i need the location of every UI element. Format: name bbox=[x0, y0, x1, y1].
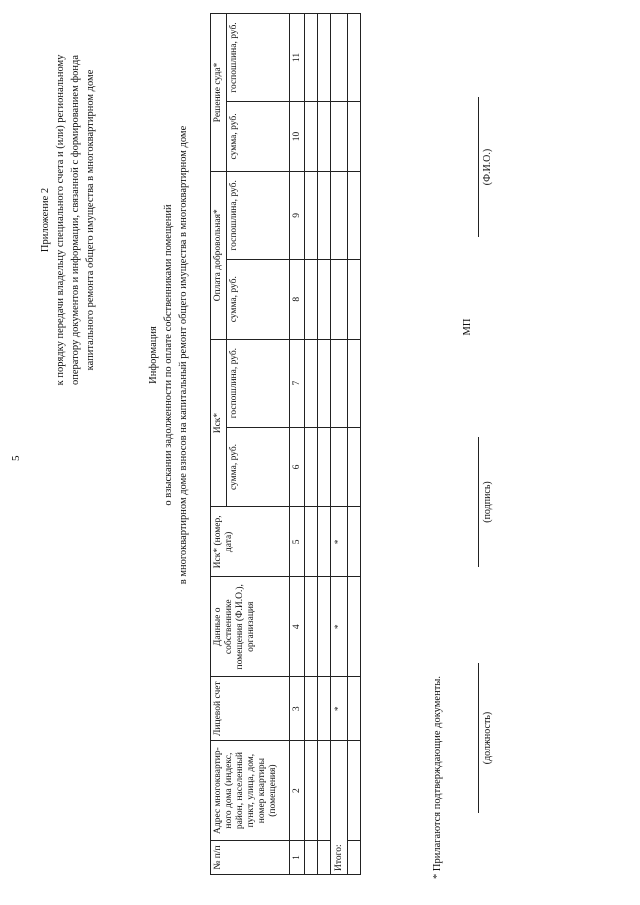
column-number: 10 bbox=[290, 102, 305, 172]
header-owner: Данные о собственнике помещения (Ф.И.О.), организация bbox=[211, 577, 290, 677]
fio-signature-field bbox=[478, 97, 493, 237]
subheader-fee: госпошлина, руб. bbox=[227, 171, 290, 259]
header-claim-group: Иск* bbox=[211, 339, 227, 507]
position-signature-field bbox=[478, 663, 493, 813]
position-caption: (должность) bbox=[482, 711, 493, 765]
header-account: Лицевой счет bbox=[211, 677, 290, 741]
fio-caption: (Ф.И.О.) bbox=[482, 148, 493, 186]
column-number: 2 bbox=[290, 741, 305, 841]
header-num: № п/п bbox=[211, 841, 290, 875]
header-address: Адрес многоквартир-ного дома (индекс, район, населенный пункт, улица, дом, номер квартиры (помещения) bbox=[211, 741, 290, 841]
title-line: в многоквартирном доме взносов на капитальный ремонт общего имущества в многоквартирном доме bbox=[178, 125, 189, 585]
appendix-block bbox=[38, 5, 98, 435]
header-row bbox=[211, 14, 227, 875]
column-number: 11 bbox=[290, 14, 305, 102]
column-number: 9 bbox=[290, 171, 305, 259]
page-number: 5 bbox=[10, 455, 22, 461]
column-number: 8 bbox=[290, 259, 305, 339]
empty-data-row bbox=[305, 14, 318, 875]
debt-collection-table bbox=[210, 13, 361, 875]
total-row bbox=[331, 14, 348, 875]
total-claim-num: * bbox=[331, 507, 348, 577]
column-number: 5 bbox=[290, 507, 305, 577]
appendix-line: оператору документов и информации, связанной с формированием фонда bbox=[70, 54, 81, 386]
header-voluntary-group: Оплата добровольная* bbox=[211, 171, 227, 339]
footnote: * Прилагаются подтверждающие документы. bbox=[432, 676, 443, 879]
empty-data-row bbox=[348, 14, 361, 875]
subheader-sum: сумма, руб. bbox=[227, 259, 290, 339]
column-number: 7 bbox=[290, 339, 305, 427]
title-line: Информация bbox=[148, 326, 159, 384]
total-account: * bbox=[331, 677, 348, 741]
column-number: 3 bbox=[290, 677, 305, 741]
header-claim-num: Иск* (номер, дата) bbox=[211, 507, 290, 577]
appendix-heading: Приложение 2 bbox=[40, 187, 51, 253]
appendix-line: к порядку передачи владельцу специального счета и (или) региональному bbox=[55, 54, 66, 386]
subheader-fee: госпошлина, руб. bbox=[227, 339, 290, 427]
column-number-row bbox=[290, 14, 305, 875]
column-number: 1 bbox=[290, 841, 305, 875]
subheader-sum: сумма, руб. bbox=[227, 102, 290, 172]
subheader-sum: сумма, руб. bbox=[227, 427, 290, 507]
document-title bbox=[146, 85, 191, 625]
stamp-mark: МП bbox=[462, 318, 473, 336]
total-label: Итого: bbox=[331, 741, 348, 875]
column-number: 4 bbox=[290, 577, 305, 677]
sign-signature-field bbox=[478, 437, 493, 567]
empty-data-row bbox=[318, 14, 331, 875]
appendix-line: капитального ремонта общего имущества в многоквартирном доме bbox=[85, 69, 96, 371]
column-number: 6 bbox=[290, 427, 305, 507]
sign-caption: (подпись) bbox=[482, 481, 493, 523]
total-owner: * bbox=[331, 577, 348, 677]
subheader-fee: госпошлина, руб. bbox=[227, 14, 290, 102]
title-line: о взыскании задолженности по оплате собственниками помещений bbox=[163, 204, 174, 506]
header-court-group: Решение суда* bbox=[211, 14, 227, 172]
